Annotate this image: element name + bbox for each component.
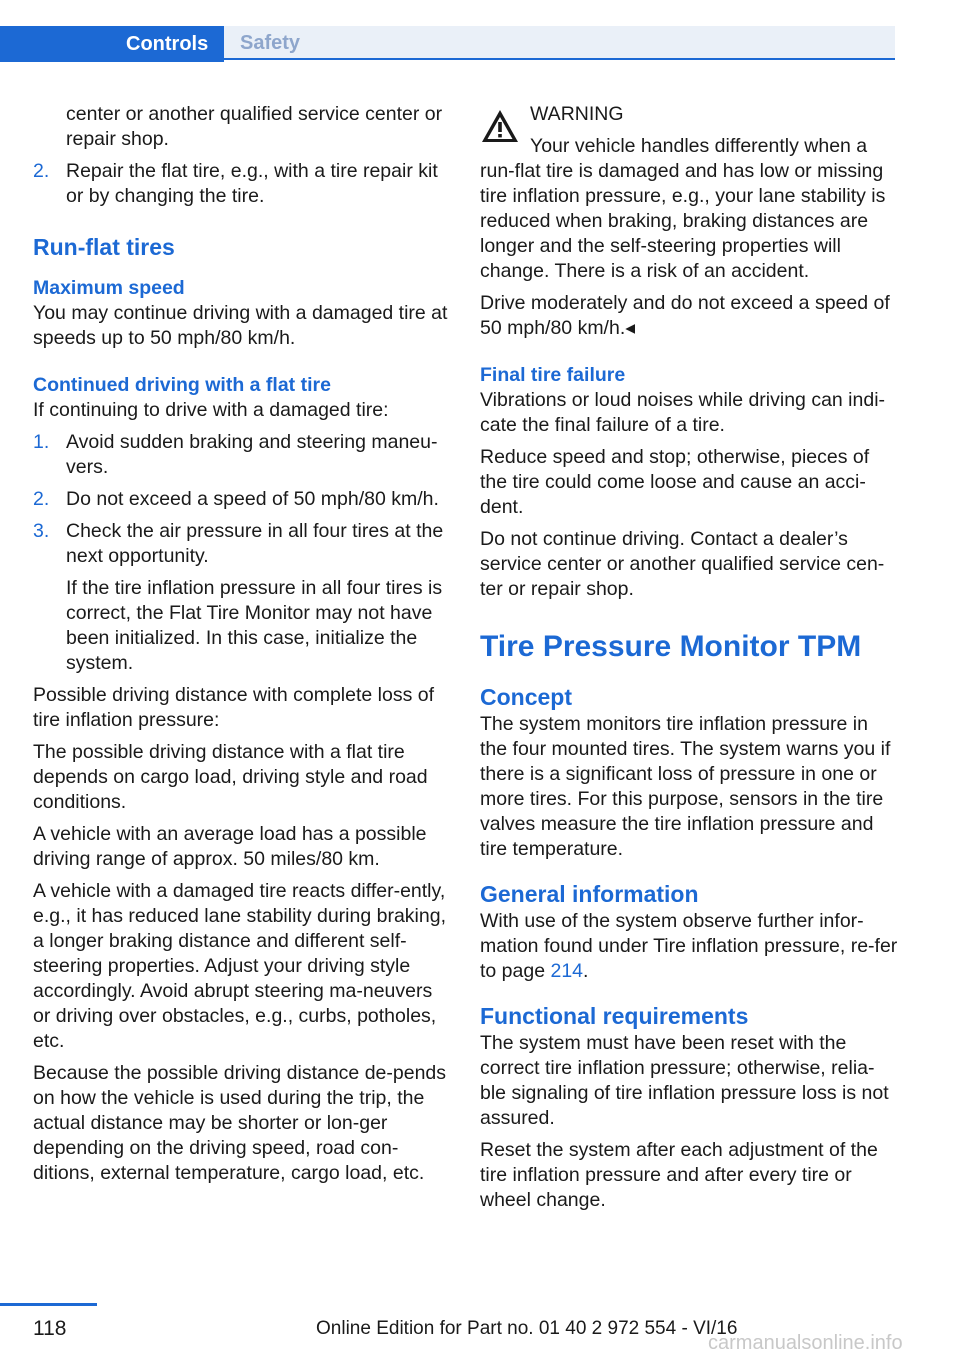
list-item-continuation: center or another qualified service center or repair shop.: [66, 103, 443, 150]
paragraph: Reduce speed and stop; otherwise, pieces of the tire could come loose and cause an acci-dent.: [480, 446, 870, 518]
paragraph: If continuing to drive with a damaged tire:: [33, 399, 389, 421]
tab-safety[interactable]: Safety: [224, 26, 895, 60]
warning-box: [480, 102, 898, 341]
edition-label: Online Edition for Part no. 01 40 2 972 554 - VI/16: [316, 1318, 738, 1339]
list-number: 2.: [33, 488, 50, 510]
page-reference-link[interactable]: 214: [550, 960, 584, 982]
list-item-text: Do not exceed a speed of 50 mph/80 km/h.: [66, 488, 439, 510]
list-item-text: Repair the flat tire, e.g., with a tire repair kit or by changing the tire.: [66, 160, 438, 207]
paragraph: The system must have been reset with the correct tire inflation pressure; otherwise, relia-ble signaling of tire inflation pressure loss is not assured.: [480, 1032, 889, 1129]
page-number: 118: [33, 1317, 67, 1340]
list-number: 1.: [33, 431, 50, 453]
general-text-end: .: [583, 960, 589, 982]
warning-triangle-icon: [480, 108, 520, 144]
footer-divider: [0, 1303, 97, 1306]
heading-functional-requirements: Functional requirements: [480, 1003, 749, 1029]
paragraph: The system monitors tire inflation pressure in the four mounted tires. The system warns you if there is a significant loss of pressure in one or more tires. For this purpose, sensors in the tire valves measure the tire inflation pressure and tire temperature.: [480, 713, 891, 860]
paragraph: Possible driving distance with complete loss of tire inflation pressure:: [33, 684, 435, 731]
driving-steps-list: [33, 430, 449, 676]
list-item-text: Avoid sudden braking and steering maneu-vers.: [66, 431, 438, 478]
list-item-subtext: If the tire inflation pressure in all four tires is correct, the Flat Tire Monitor may not have been initialized. In this case, initialize the system.: [66, 577, 443, 674]
right-column: [480, 102, 898, 1220]
heading-final-tire-failure: Final tire failure: [480, 364, 626, 386]
warning-title: WARNING: [530, 103, 624, 125]
list-item-text: Check the air pressure in all four tires at the next opportunity.: [66, 520, 444, 567]
paragraph: Do not continue driving. Contact a dealer’s service center or another qualified service cen-ter or repair shop.: [480, 528, 885, 600]
paragraph: Because the possible driving distance de-pends on how the vehicle is used during the trip, the actual distance may be shorter or lon-ger depending on the driving speed, road con-ditions, external temperature, cargo load, etc.: [33, 1062, 447, 1184]
list-item: [33, 430, 449, 480]
warning-text-content: Your vehicle handles differently when a run-flat tire is damaged and has low or missing tire inflation pressure, e.g., your lane stability is reduced when braking, braking distances are longer and the self-steering properties will change. There is a risk of an accident.: [480, 135, 886, 282]
left-column: [33, 102, 449, 1193]
heading-tire-pressure-monitor: Tire Pressure Monitor TPM: [480, 630, 862, 663]
heading-maximum-speed: Maximum speed: [33, 277, 185, 299]
tab-controls[interactable]: Controls: [0, 26, 224, 62]
heading-concept: Concept: [480, 684, 572, 710]
list-item: [33, 519, 449, 676]
heading-continued-driving: Continued driving with a flat tire: [33, 374, 331, 396]
warning-text: [480, 134, 898, 284]
header-bar: [0, 26, 895, 62]
repair-steps-list: [33, 159, 449, 209]
heading-general-information: General information: [480, 881, 699, 907]
paragraph: Vibrations or loud noises while driving can indi-cate the final failure of a tire.: [480, 389, 886, 436]
list-item: [33, 159, 449, 209]
list-number: 3.: [33, 520, 50, 542]
heading-run-flat-tires: Run-flat tires: [33, 234, 175, 260]
paragraph: The possible driving distance with a flat tire depends on cargo load, driving style and road conditions.: [33, 741, 428, 813]
list-number: 2.: [33, 160, 50, 182]
paragraph: Reset the system after each adjustment of the tire inflation pressure and after every tire or wheel change.: [480, 1139, 878, 1211]
general-text: With use of the system observe further infor-mation found under Tire inflation pressure, re-fer to page: [480, 910, 898, 982]
paragraph: A vehicle with an average load has a possible driving range of approx. 50 miles/80 km.: [33, 823, 427, 870]
watermark: carmanualsonline.info: [708, 1332, 903, 1354]
paragraph: [480, 909, 898, 984]
list-item: [33, 487, 449, 512]
paragraph: A vehicle with a damaged tire reacts differ-ently, e.g., it has reduced lane stability during braking, a longer braking distance and different self-steering properties. Adjust your driving style accordingly. Avoid abrupt steering ma-neuvers or driving over obstacles, e.g., curbs, potholes, etc.: [33, 880, 446, 1052]
paragraph: You may continue driving with a damaged tire at speeds up to 50 mph/80 km/h.: [33, 302, 448, 349]
warning-text-2: Drive moderately and do not exceed a speed of 50 mph/80 km/h.◂: [480, 292, 890, 339]
